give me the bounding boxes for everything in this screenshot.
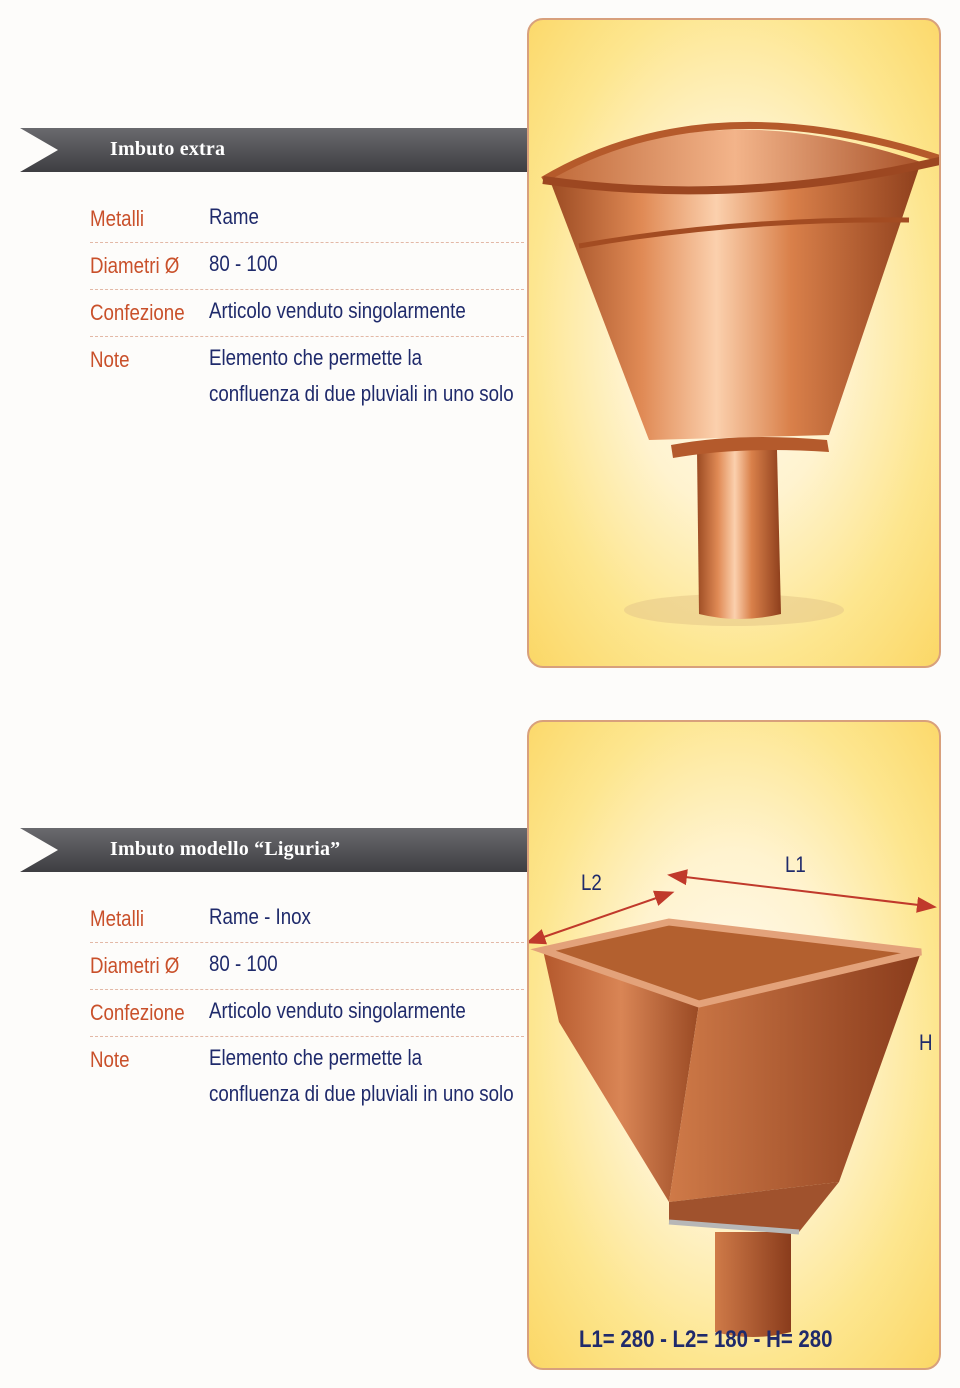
spec-row-metalli	[90, 896, 524, 943]
spec-value: 80 - 100	[209, 251, 278, 276]
spec-value: 80 - 100	[209, 951, 278, 976]
product-image-panel	[527, 18, 941, 668]
round-funnel-image	[529, 20, 939, 666]
spec-value: Rame - Inox	[209, 904, 311, 929]
spec-label: Confezione	[90, 300, 185, 325]
spec-row-diametri	[90, 243, 524, 290]
spec-value-line-1: Elemento che permette la	[209, 345, 423, 370]
spec-value-line-1: Elemento che permette la	[209, 1045, 423, 1070]
spec-label: Metalli	[90, 206, 145, 231]
spec-value: Articolo venduto singolarmente	[209, 298, 466, 323]
dimensions-caption: L1= 280 - L2= 180 - H= 280	[579, 1326, 833, 1353]
spec-row-metalli	[90, 196, 524, 243]
spec-value-line-2: confluenza di due pluviali in uno solo	[209, 1081, 514, 1106]
banner-shape	[20, 128, 528, 172]
spec-value: Articolo venduto singolarmente	[209, 998, 466, 1023]
spec-label: Confezione	[90, 1000, 185, 1025]
spec-row-confezione	[90, 290, 524, 337]
product-title-banner	[20, 128, 528, 172]
spec-label: Diametri Ø	[90, 953, 180, 978]
product-title-banner	[20, 828, 528, 872]
spec-label: Diametri Ø	[90, 253, 180, 278]
spec-label: Metalli	[90, 906, 145, 931]
product-image-panel	[527, 720, 941, 1370]
spec-table	[90, 896, 524, 1127]
spec-row-diametri	[90, 943, 524, 990]
spec-value: Rame	[209, 204, 259, 229]
product-title: Imbuto extra	[110, 138, 226, 160]
spec-label: Note	[90, 1047, 130, 1072]
spec-row-confezione	[90, 990, 524, 1037]
spec-value-line-2: confluenza di due pluviali in uno solo	[209, 381, 514, 406]
dimension-label-l1: L1	[785, 852, 806, 877]
spec-row-note	[90, 337, 524, 427]
spec-label: Note	[90, 347, 130, 372]
spec-table	[90, 196, 524, 427]
dimension-label-l2: L2	[581, 870, 602, 895]
spec-row-note	[90, 1037, 524, 1127]
square-funnel-image	[529, 722, 939, 1368]
product-title: Imbuto modello “Liguria”	[110, 838, 341, 860]
dimension-label-h: H	[919, 1030, 933, 1055]
